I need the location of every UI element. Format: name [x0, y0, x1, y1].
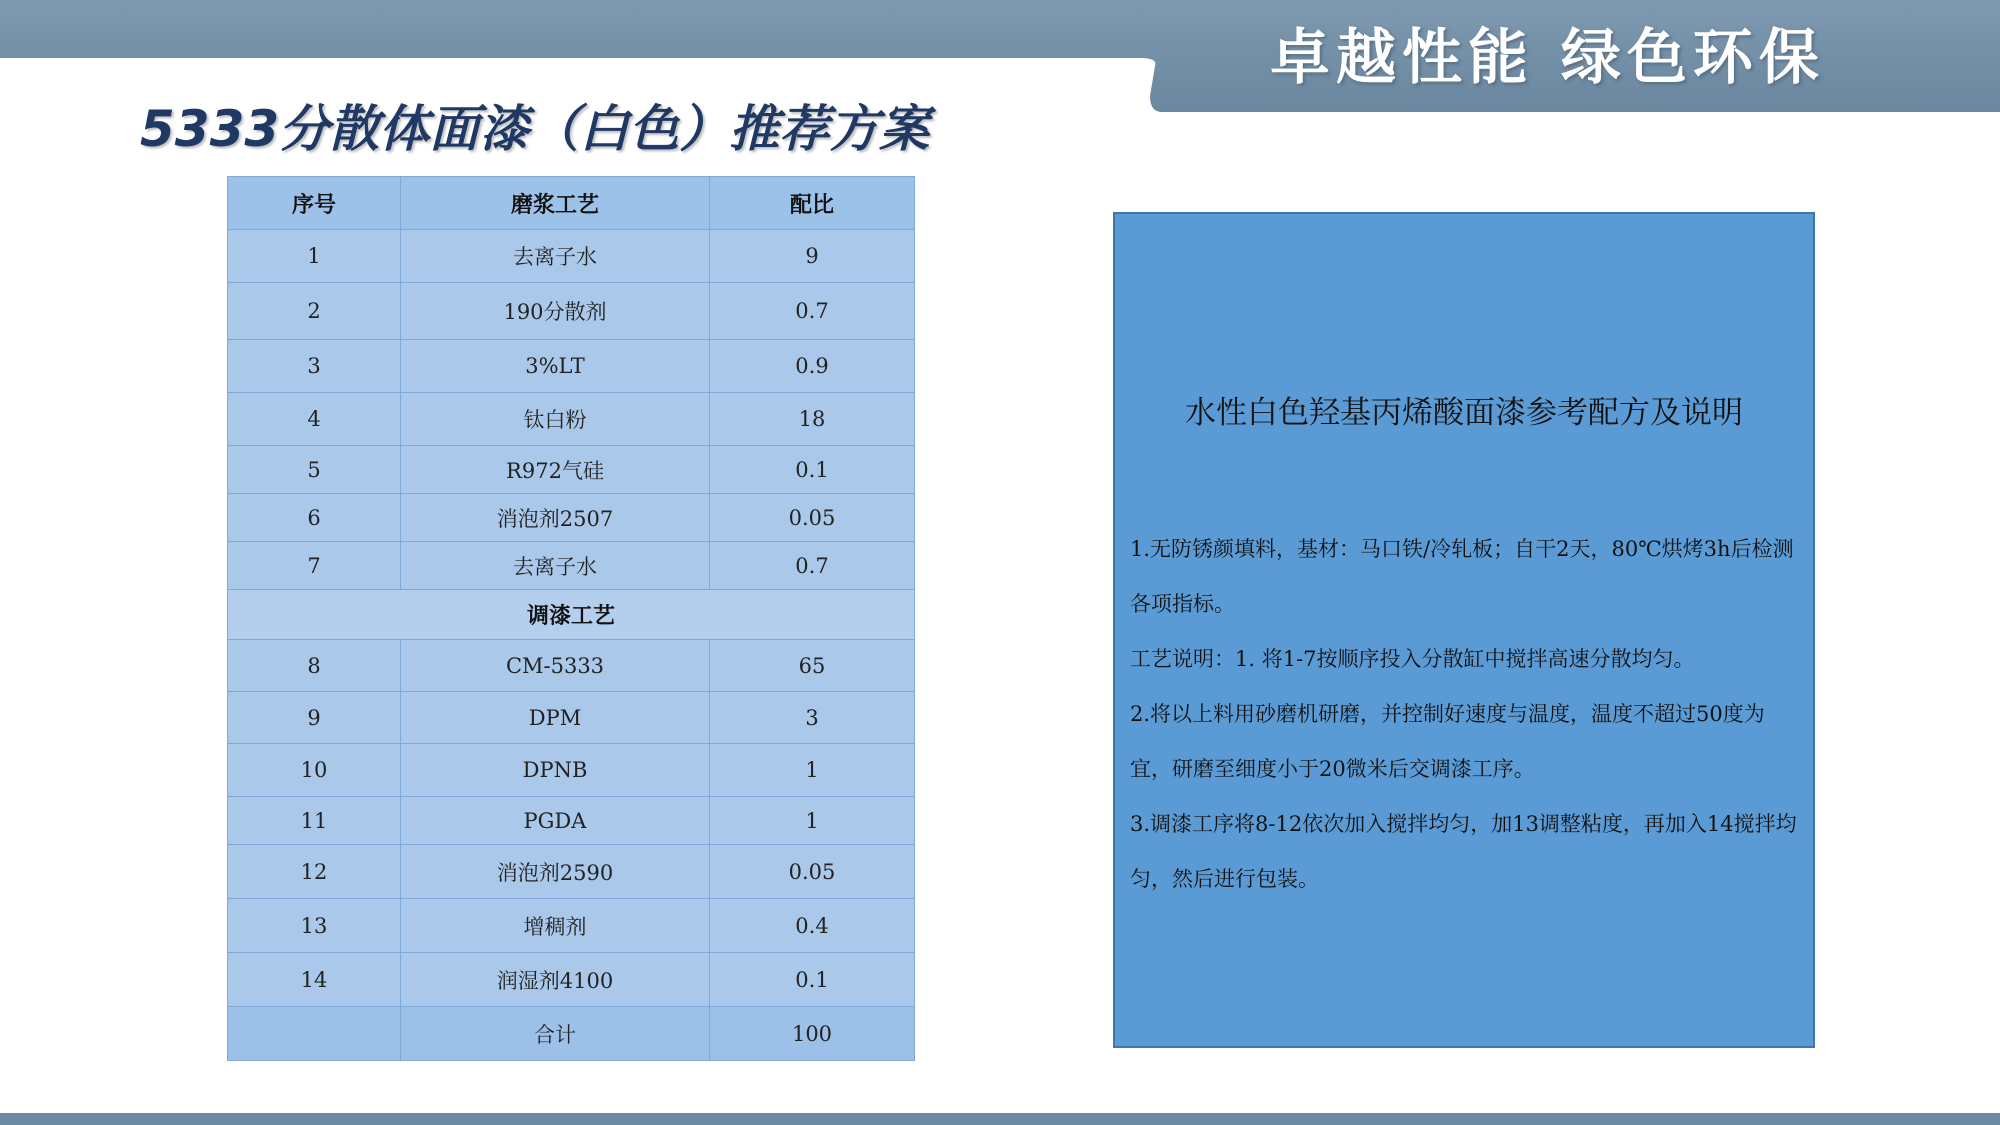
cell-material: 去离子水	[401, 542, 710, 590]
cell-number: 1	[228, 230, 401, 283]
table-row	[228, 393, 915, 446]
note-title: 水性白色羟基丙烯酸面漆参考配方及说明	[1185, 395, 1743, 431]
table-row	[228, 446, 915, 494]
cell-material: 190分散剂	[401, 283, 710, 340]
total-label: 合计	[401, 1007, 710, 1061]
cell-number: 13	[228, 899, 401, 953]
cell-material: 消泡剂2590	[401, 845, 710, 899]
cell-ratio: 0.7	[710, 283, 915, 340]
cell-ratio: 1	[710, 797, 915, 845]
cell-ratio: 65	[710, 640, 915, 692]
cell-number: 5	[228, 446, 401, 494]
header-cell-ratio: 配比	[710, 177, 915, 230]
cell-number: 4	[228, 393, 401, 446]
table-row	[228, 899, 915, 953]
total-number	[228, 1007, 401, 1061]
note-paragraph: 3.调漆工序将8-12依次加入搅拌均匀，加13调整粘度，再加入14搅拌均匀，然后进行包装。	[1130, 812, 1797, 891]
total-row	[228, 1007, 915, 1061]
cell-number: 14	[228, 953, 401, 1007]
note-box	[1113, 212, 1815, 1048]
total-ratio: 100	[710, 1007, 915, 1061]
footer-band	[0, 1113, 2000, 1125]
table-row	[228, 953, 915, 1007]
table-row	[228, 340, 915, 393]
table-row	[228, 640, 915, 692]
table-row	[228, 845, 915, 899]
table-header-row	[228, 177, 915, 230]
table-row	[228, 744, 915, 797]
cell-ratio: 0.05	[710, 845, 915, 899]
slogan: 卓越性能 绿色环保	[1270, 23, 1825, 93]
header-cell-grinding: 磨浆工艺	[401, 177, 710, 230]
table-row	[228, 692, 915, 744]
table-row	[228, 494, 915, 542]
cell-number: 9	[228, 692, 401, 744]
cell-number: 12	[228, 845, 401, 899]
cell-ratio: 3	[710, 692, 915, 744]
cell-material: R972气硅	[401, 446, 710, 494]
cell-number: 7	[228, 542, 401, 590]
note-paragraph: 1.无防锈颜填料，基材：马口铁/冷轧板；自干2天，80℃烘烤3h后检测各项指标。	[1130, 537, 1794, 616]
cell-ratio: 0.1	[710, 446, 915, 494]
cell-number: 3	[228, 340, 401, 393]
page-title: 5333分散体面漆（白色）推荐方案	[140, 100, 930, 158]
table-row	[228, 230, 915, 283]
cell-number: 8	[228, 640, 401, 692]
cell-material: 钛白粉	[401, 393, 710, 446]
cell-material: 3%LT	[401, 340, 710, 393]
cell-material: 润湿剂4100	[401, 953, 710, 1007]
cell-material: 增稠剂	[401, 899, 710, 953]
cell-ratio: 1	[710, 744, 915, 797]
cell-material: DPNB	[401, 744, 710, 797]
cell-material: 消泡剂2507	[401, 494, 710, 542]
cell-ratio: 0.9	[710, 340, 915, 393]
note-paragraph: 工艺说明：1. 将1-7按顺序投入分散缸中搅拌高速分散均匀。	[1130, 647, 1695, 671]
cell-ratio: 0.05	[710, 494, 915, 542]
cell-number: 6	[228, 494, 401, 542]
recipe-table	[227, 176, 915, 1061]
cell-ratio: 18	[710, 393, 915, 446]
header-cell-number: 序号	[228, 177, 401, 230]
table-row	[228, 797, 915, 845]
table-row	[228, 283, 915, 340]
table-row	[228, 542, 915, 590]
cell-material: CM-5333	[401, 640, 710, 692]
cell-number: 2	[228, 283, 401, 340]
cell-ratio: 9	[710, 230, 915, 283]
cell-material: 去离子水	[401, 230, 710, 283]
cell-number: 10	[228, 744, 401, 797]
cell-number: 11	[228, 797, 401, 845]
note-body	[1130, 522, 1802, 907]
cell-ratio: 0.7	[710, 542, 915, 590]
cell-material: PGDA	[401, 797, 710, 845]
section-row	[228, 590, 915, 640]
section-label: 调漆工艺	[228, 590, 915, 640]
cell-ratio: 0.1	[710, 953, 915, 1007]
note-paragraph: 2.将以上料用砂磨机研磨，并控制好速度与温度，温度不超过50度为宜，研磨至细度小于20微米后交调漆工序。	[1130, 702, 1765, 781]
cell-material: DPM	[401, 692, 710, 744]
cell-ratio: 0.4	[710, 899, 915, 953]
